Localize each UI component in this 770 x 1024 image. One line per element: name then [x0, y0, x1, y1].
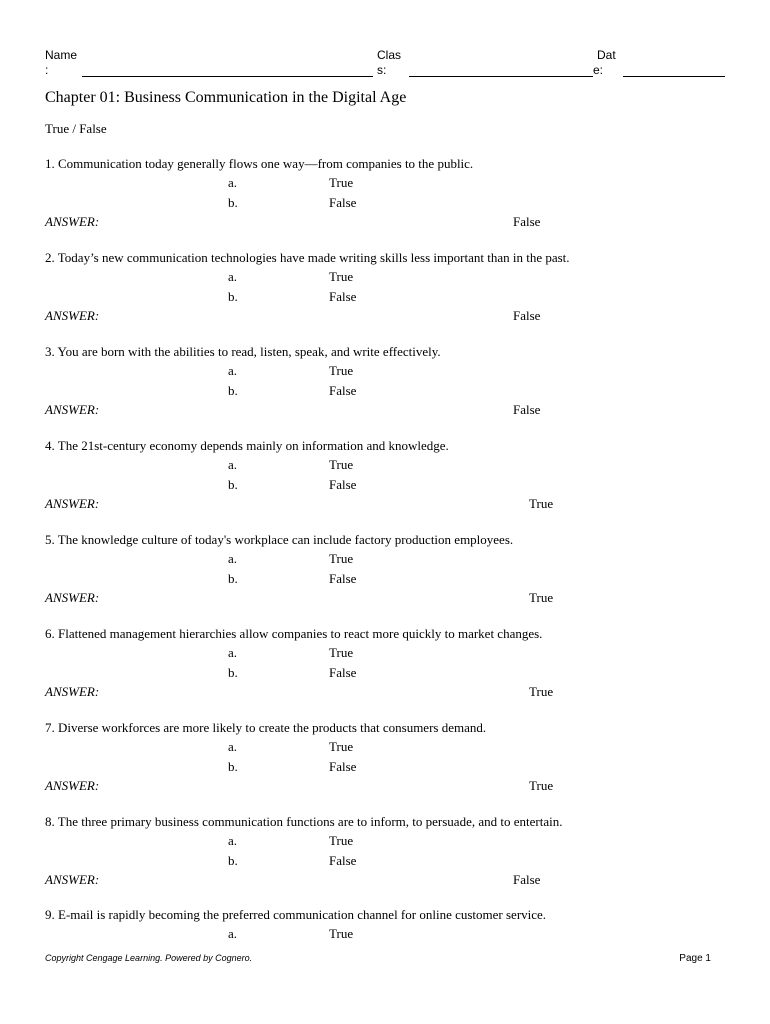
- answer-label: ANSWER:: [45, 214, 100, 229]
- question-8: [45, 814, 745, 908]
- option-a-text: True: [329, 269, 354, 284]
- option-b-letter: b.: [228, 853, 238, 868]
- option-b-letter: b.: [228, 383, 238, 398]
- name-underline[interactable]: [82, 76, 373, 77]
- date-underline[interactable]: [623, 76, 725, 77]
- option-a-text: True: [329, 175, 354, 190]
- option-a-text: True: [329, 457, 354, 472]
- answer-value: False: [513, 214, 541, 229]
- option-b-text: False: [329, 289, 357, 304]
- answer-label: ANSWER:: [45, 778, 100, 793]
- option-a-letter: a.: [228, 175, 238, 190]
- option-a-text: True: [329, 645, 354, 660]
- option-a-text: True: [329, 363, 354, 378]
- question-stem: 6. Flattened management hierarchies allow companies to react more quickly to market changes.: [45, 626, 543, 641]
- class-label-suffix: s:: [377, 63, 387, 77]
- answer-value: True: [529, 496, 554, 511]
- answer-label: ANSWER:: [45, 872, 100, 887]
- question-stem: 4. The 21st-century economy depends mainly on information and knowledge.: [45, 438, 449, 453]
- option-b-letter: b.: [228, 195, 238, 210]
- answer-label: ANSWER:: [45, 684, 100, 699]
- answer-label: ANSWER:: [45, 308, 100, 323]
- option-b-text: False: [329, 571, 357, 586]
- answer-value: True: [529, 778, 554, 793]
- question-6: [45, 626, 745, 720]
- option-a-letter: a.: [228, 833, 238, 848]
- question-stem: 1. Communication today generally flows one way—from companies to the public.: [45, 156, 474, 171]
- option-a-letter: a.: [228, 457, 238, 472]
- option-a-text: True: [329, 833, 354, 848]
- page-title: Chapter 01: Business Communication in the Digital Age: [45, 89, 407, 106]
- option-b-text: False: [329, 477, 357, 492]
- question-4: [45, 438, 745, 532]
- answer-label: ANSWER:: [45, 496, 100, 511]
- question-stem: 7. Diverse workforces are more likely to create the products that consumers demand.: [45, 720, 487, 735]
- question-stem: 8. The three primary business communication functions are to inform, to persuade, and to entertain.: [45, 814, 563, 829]
- section-heading: True / False: [45, 121, 107, 136]
- option-a-text: True: [329, 551, 354, 566]
- question-stem: 3. You are born with the abilities to read, listen, speak, and write effectively.: [45, 344, 441, 359]
- option-b-text: False: [329, 665, 357, 680]
- answer-value: True: [529, 684, 554, 699]
- question-2: [45, 250, 745, 344]
- question-stem: 5. The knowledge culture of today's workplace can include factory production employees.: [45, 532, 514, 547]
- date-label-suffix: e:: [593, 63, 604, 77]
- question-9: [45, 907, 745, 947]
- option-b-letter: b.: [228, 665, 238, 680]
- footer-copyright: Copyright Cengage Learning. Powered by Cognero.: [45, 953, 253, 963]
- answer-value: True: [529, 590, 554, 605]
- option-a-letter: a.: [228, 739, 238, 754]
- question-5: [45, 532, 745, 626]
- footer-page-number: Page 1: [679, 953, 711, 964]
- option-b-text: False: [329, 853, 357, 868]
- question-stem: 2. Today’s new communication technologies have made writing skills less important than in the past.: [45, 250, 570, 265]
- option-b-letter: b.: [228, 477, 238, 492]
- question-7: [45, 720, 745, 814]
- question-3: [45, 344, 745, 438]
- answer-label: ANSWER:: [45, 590, 100, 605]
- name-label-colon: :: [45, 63, 49, 77]
- option-b-letter: b.: [228, 289, 238, 304]
- class-label: Clas: [377, 48, 402, 62]
- option-b-text: False: [329, 195, 357, 210]
- date-label: Dat: [597, 48, 616, 62]
- option-a-text: True: [329, 739, 354, 754]
- class-underline[interactable]: [409, 76, 593, 77]
- option-b-letter: b.: [228, 759, 238, 774]
- question-stem: 9. E-mail is rapidly becoming the preferred communication channel for online customer service.: [45, 907, 547, 922]
- answer-label: ANSWER:: [45, 402, 100, 417]
- option-a-text: True: [329, 926, 354, 941]
- option-a-letter: a.: [228, 926, 238, 941]
- answer-value: False: [513, 872, 541, 887]
- answer-value: False: [513, 308, 541, 323]
- question-1: [45, 156, 745, 250]
- option-b-letter: b.: [228, 571, 238, 586]
- option-a-letter: a.: [228, 363, 238, 378]
- option-b-text: False: [329, 383, 357, 398]
- option-a-letter: a.: [228, 269, 238, 284]
- name-label: Name: [45, 48, 78, 62]
- option-b-text: False: [329, 759, 357, 774]
- answer-value: False: [513, 402, 541, 417]
- option-a-letter: a.: [228, 645, 238, 660]
- option-a-letter: a.: [228, 551, 238, 566]
